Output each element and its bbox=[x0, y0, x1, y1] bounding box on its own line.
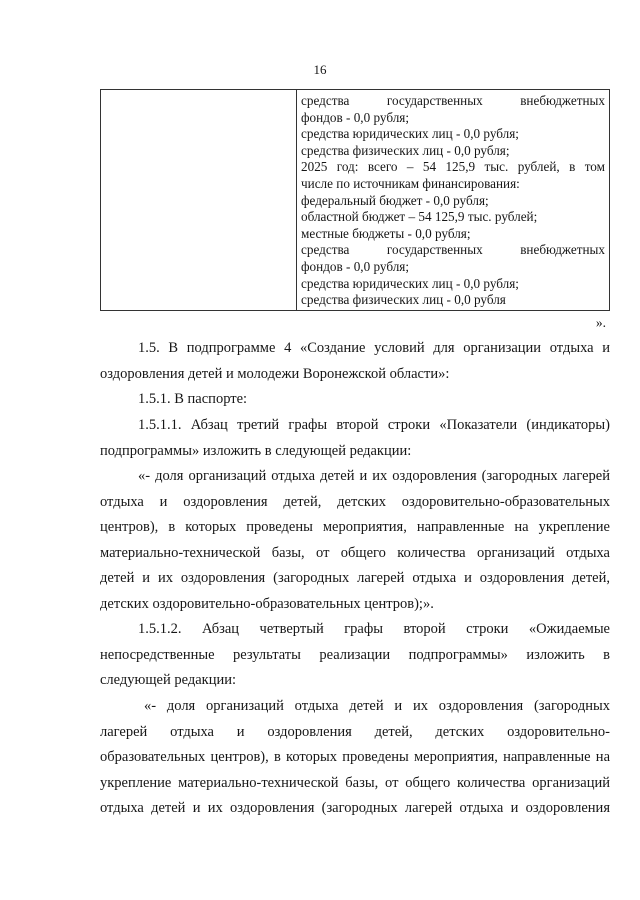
funding-line: 2025 год: всего – 54 125,9 тыс. рублей, в том bbox=[301, 159, 605, 175]
funding-line: числе по источникам финансирования: bbox=[301, 175, 520, 191]
text-line: оздоровления детей и молодежи Воронежской области»: bbox=[100, 365, 450, 382]
table-left-cell bbox=[101, 90, 297, 310]
text-line: подпрограммы» изложить в следующей редакции: bbox=[100, 442, 412, 459]
paragraph-1-5-1-1 bbox=[100, 413, 610, 464]
table-right-cell bbox=[297, 90, 609, 310]
text-line: материально-технической базы, от общего количества организаций отдыха bbox=[100, 544, 610, 561]
funding-line: фондов - 0,0 рубля; bbox=[301, 258, 410, 274]
text-line: лагерей отдыха и оздоровления детей, детских оздоровительно- bbox=[100, 723, 610, 740]
funding-line: местные бюджеты - 0,0 рубля; bbox=[301, 225, 471, 241]
funding-line: средства государственных внебюджетных bbox=[301, 242, 605, 258]
funding-line: средства физических лиц - 0,0 рубля bbox=[301, 292, 506, 308]
text-line: 1.5.1.1. Абзац третий графы второй строки «Показатели (индикаторы) bbox=[138, 417, 610, 433]
page-number: 16 bbox=[313, 62, 327, 77]
text-line: детских оздоровительно-образовательных центров);». bbox=[100, 595, 434, 612]
text-line: центров), в которых проведены мероприятия, направленные на укрепление bbox=[100, 519, 610, 536]
funding-line: средства физических лиц - 0,0 рубля; bbox=[301, 142, 510, 158]
funding-line: средства юридических лиц - 0,0 рубля; bbox=[301, 126, 519, 142]
funding-line: федеральный бюджет - 0,0 рубля; bbox=[301, 192, 489, 208]
funding-line: фондов - 0,0 рубля; bbox=[301, 109, 410, 125]
text-line: следующей редакции: bbox=[100, 672, 237, 689]
text-line: «- доля организаций отдыха детей и их оздоровления (загородных bbox=[144, 698, 610, 714]
text-line: отдыха и оздоровления детей, детских оздоровительно-образовательных bbox=[100, 493, 610, 510]
text-line: «- доля организаций отдыха детей и их оздоровления (загородных лагерей bbox=[138, 468, 610, 484]
funding-line: областной бюджет – 54 125,9 тыс. рублей; bbox=[301, 209, 538, 225]
funding-line: средства юридических лиц - 0,0 рубля; bbox=[301, 275, 519, 291]
text-line: образовательных центров), в которых проведены мероприятия, направленные на bbox=[100, 749, 610, 766]
funding-table bbox=[100, 89, 610, 311]
quoted-text-2 bbox=[100, 694, 610, 822]
text-line: 1.5.1.2. Абзац четвертый графы второй строки «Ожидаемые bbox=[138, 621, 610, 637]
text-line: детей и их оздоровления (загородных лагерей отдыха и оздоровления детей, bbox=[100, 570, 610, 587]
paragraph-1-5 bbox=[100, 336, 610, 387]
quoted-text-1 bbox=[100, 464, 610, 618]
text-line: 1.5.1. В паспорте: bbox=[138, 391, 248, 407]
funding-line: средства государственных внебюджетных bbox=[301, 93, 605, 108]
text-line: отдыха детей и их оздоровления (загородных лагерей отдыха и оздоровления bbox=[100, 800, 610, 817]
text-line: непосредственные результаты реализации подпрограммы» изложить в bbox=[100, 646, 610, 663]
paragraph-1-5-1 bbox=[100, 387, 610, 413]
text-line: 1.5. В подпрограмме 4 «Создание условий для организации отдыха и bbox=[138, 340, 610, 356]
text-line: укрепление материально-технической базы, от общего количества организаций bbox=[100, 774, 610, 791]
closing-quote: ». bbox=[595, 315, 606, 330]
paragraph-1-5-1-2 bbox=[100, 617, 610, 694]
